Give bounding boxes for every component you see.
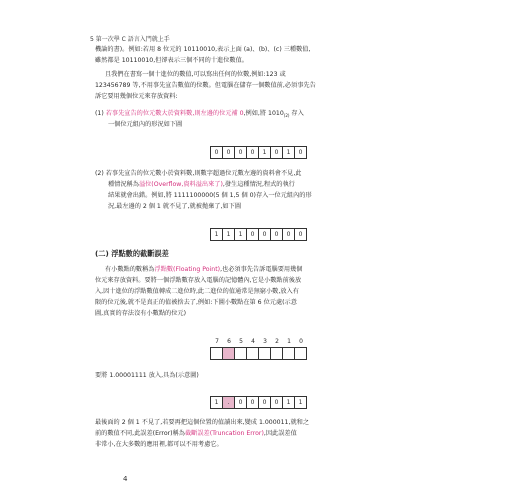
bit-cell: 1 (258, 146, 271, 159)
bit-cell: 0 (258, 228, 271, 241)
body-line: 結果就會出錯。例如,將 1111100000(5 個 1,5 個 0)存入一位元組內的形 (108, 192, 312, 199)
bit-cell: 0 (270, 146, 283, 159)
body-line: 有小數點的數稱為浮點數(Floating Point),也必須事先告訴電腦要用幾個 (105, 266, 303, 273)
bit-box-row-4 (211, 396, 307, 409)
bit-index: 5 (239, 338, 243, 345)
bit-cell: 0 (294, 228, 307, 241)
section-title: (二) 浮點數的截斷誤差 (95, 249, 169, 258)
bit-cell: 0 (246, 396, 259, 409)
bit-cell: 0 (270, 228, 283, 241)
highlight-text: 截斷誤差(Truncation Error) (184, 430, 264, 437)
bit-cell: 1 (210, 396, 223, 409)
highlight-text: 若事先宣告的位元數大於資料數,則左邊的位元補 0 (105, 110, 244, 117)
body-line: 訴它要用幾個位元來存放資料: (95, 93, 178, 100)
body-line: 前的數值不同,此誤差(Error)稱為截斷誤差(Truncation Error),因此誤差值 (95, 430, 297, 437)
body-line: 況,最左邊的 2 個 1 就不見了,就被拋棄了,如下圖 (108, 203, 242, 210)
body-line: 機論的書)。例如:若用 8 位元的 10110010,表示上面 (a)、(b)、(c) 三種數值, (95, 46, 311, 53)
bit-cell: 0 (258, 396, 271, 409)
list-item-2: (2) 若事先宣告的位元數小於資料數,則數字超過位元數左邊的資料會不見,此 (95, 170, 302, 177)
body-line: 種情況稱為溢位(Overflow,資料溢出來了),發生這種情況,程式的執行 (108, 181, 295, 188)
bit-index: 2 (275, 338, 279, 345)
bit-cell: 0 (234, 396, 247, 409)
body-line: 最後面的 2 個 1 不見了,若要再把這個位置的值讀出來,變成 1.000011,就和之 (95, 419, 310, 426)
highlight-text: 浮點數(Floating Point) (154, 266, 221, 273)
bit-box-row-1 (211, 146, 307, 159)
body-line: 一個位元組內的形況如下圖 (108, 121, 183, 128)
bit-index: 6 (227, 338, 231, 345)
body-line: 要將 1.00001111 放入,具為(示意圖) (95, 372, 199, 379)
bit-index-labels (211, 338, 307, 345)
bit-index: 3 (263, 338, 267, 345)
body-line: 123456789 等,不用事先宣告數值的位數。但電腦在儲存一個數值前,必須事先告 (95, 82, 316, 89)
bit-cell: 0 (222, 146, 235, 159)
bit-cell: 1 (282, 146, 295, 159)
bit-cell: 0 (246, 146, 259, 159)
bit-cell: 0 (234, 146, 247, 159)
bit-cell: 1 (210, 228, 223, 241)
body-line: 位元來存放資料。要將一個浮點數存放入電腦的記憶體內,它是小數點前後放 (95, 277, 302, 284)
bit-box-row-2 (211, 228, 307, 241)
bit-cell: 1 (282, 396, 295, 409)
bit-cell: 1 (294, 396, 307, 409)
page-number: 4 (123, 475, 128, 483)
bit-cell: 0 (246, 228, 259, 241)
bit-cell: 0 (294, 146, 307, 159)
bit-cell: 1 (234, 228, 247, 241)
list-item-1: (1) 若事先宣告的位元數大於資料數,則左邊的位元補 0,例如,將 $1010_{(2)}$ 存入 (95, 110, 304, 119)
bit-cell: 1 (222, 228, 235, 241)
bit-cell: 0 (270, 396, 283, 409)
running-header: 5 第一次學 C 語言入門就上手 (90, 36, 170, 43)
body-line: 圖,真實的存法沒有小數點的位元) (95, 310, 187, 317)
bit-index: 4 (251, 338, 255, 345)
bit-cell: 0 (210, 146, 223, 159)
body-line: 限的位元後,就不是真正的值被捨去了,例如:下圖小數點在第 6 位元處(示意 (95, 299, 297, 306)
bit-cell (294, 347, 307, 360)
highlight-text: 溢位(Overflow,資料溢出來了) (138, 181, 223, 188)
bit-box-row-3 (211, 347, 307, 360)
body-line: 入,因十進位的浮點數值轉成二進位時,此二進位的值通常是無窮小數,放入有 (95, 288, 299, 295)
bit-cell: . (222, 396, 235, 409)
bit-index: 7 (215, 338, 219, 345)
body-line: 雖然都是 10110010,但卻表示三個不同的十進位數值。 (95, 57, 248, 64)
body-line: 且我們在書寫一個十進位的數值,可以寫出任何的位數,例如:123 或 (105, 71, 286, 78)
body-line: 非常小,在大多數的應用裡,都可以不用考慮它。 (95, 441, 223, 448)
bit-cell: 0 (282, 228, 295, 241)
bit-index: 1 (287, 338, 291, 345)
bit-index: 0 (299, 338, 303, 345)
